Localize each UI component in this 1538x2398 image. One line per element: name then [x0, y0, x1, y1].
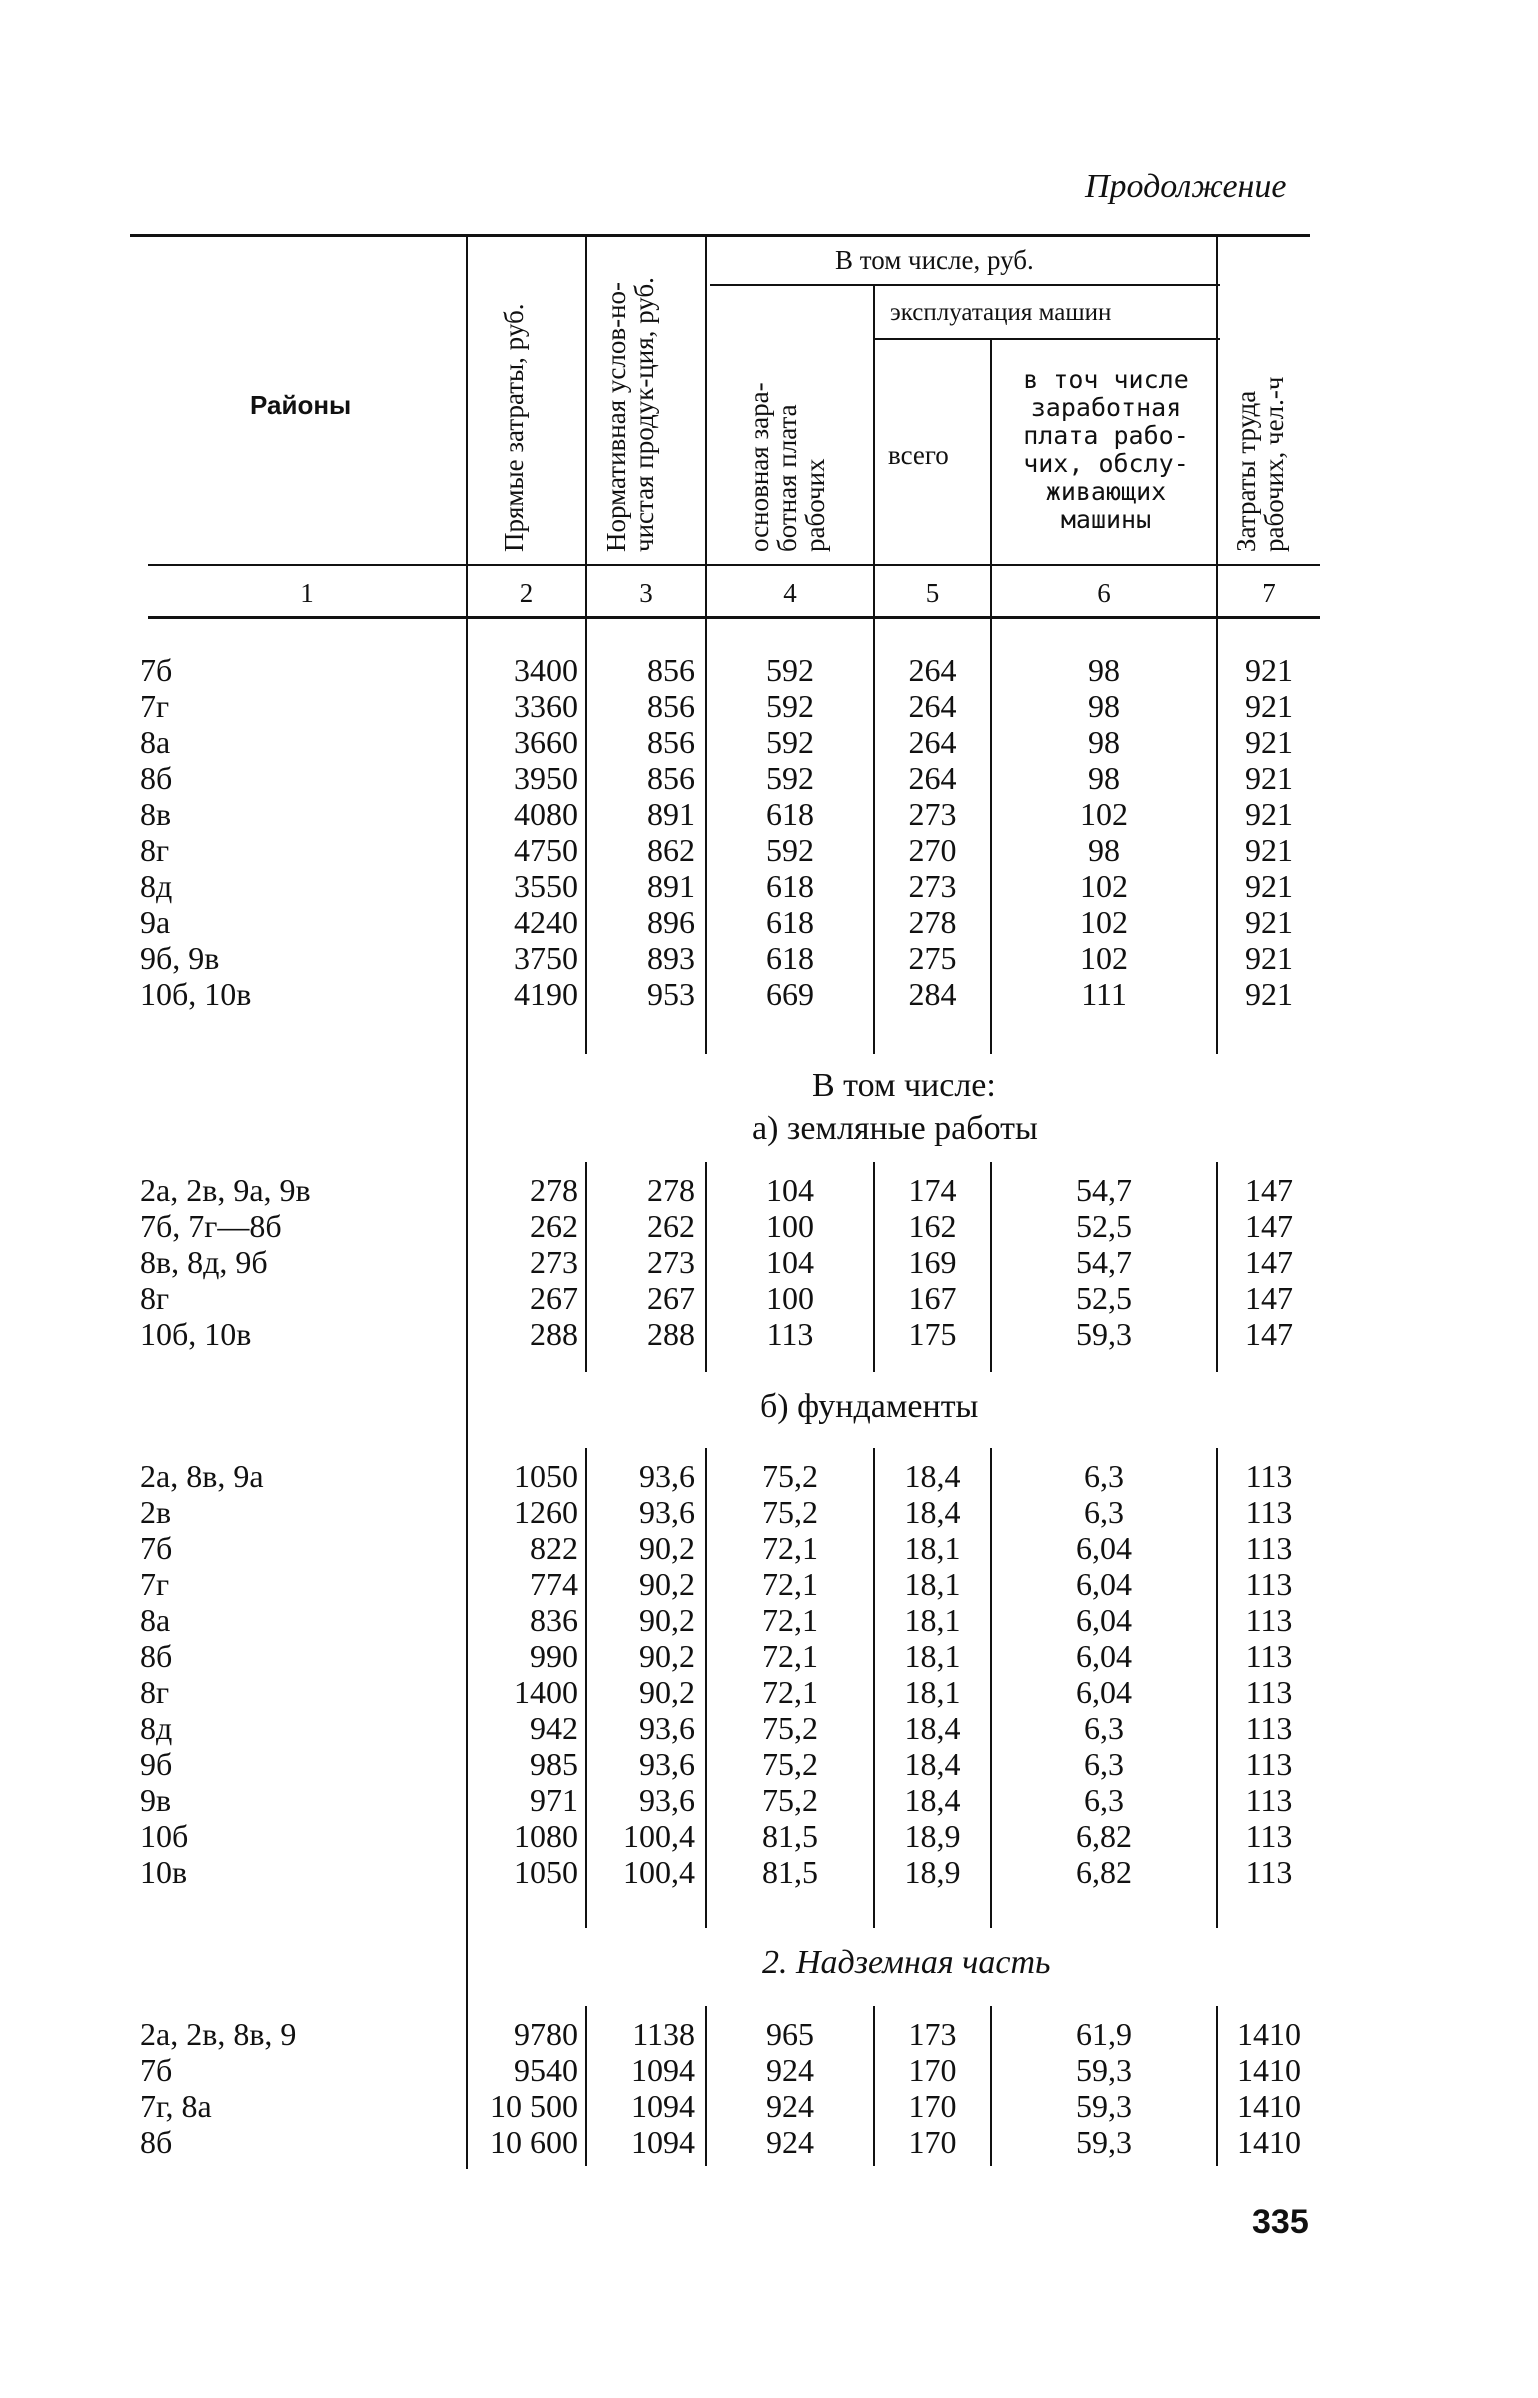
- table-row: [140, 1638, 1320, 1674]
- section-title-foundations: б) фундаменты: [760, 1388, 979, 1425]
- table-row: [140, 1782, 1320, 1818]
- group-rule: [710, 284, 1220, 286]
- value-cell-col7: 921: [1245, 940, 1293, 976]
- value-cell-col3: 1094: [631, 2124, 695, 2160]
- col-group-label: В том числе, руб.: [835, 245, 1034, 275]
- header-sep-4: [873, 286, 875, 616]
- table-row: [140, 796, 1320, 832]
- value-cell-col5: 18,4: [904, 1710, 961, 1746]
- value-cell-col5: 18,4: [904, 1494, 961, 1530]
- section-title-above-ground: 2. Надземная часть: [762, 1944, 1051, 1981]
- value-cell-col6: 111: [1081, 976, 1127, 1012]
- table-row: [140, 868, 1320, 904]
- value-cell-col4: 592: [766, 652, 814, 688]
- table-row: [140, 1172, 1320, 1208]
- header-sep-1: [466, 236, 468, 616]
- value-cell-col5: 275: [908, 940, 957, 976]
- value-cell-col6: 6,04: [1076, 1566, 1132, 1602]
- value-cell-col2: 4750: [514, 832, 578, 868]
- value-cell-col6: 6,04: [1076, 1602, 1132, 1638]
- value-cell-col3: 100,4: [623, 1854, 695, 1890]
- table-row: [140, 2052, 1320, 2088]
- value-cell-col5: 273: [908, 868, 957, 904]
- value-cell-col2: 1260: [514, 1494, 578, 1530]
- value-cell-col3: 288: [647, 1316, 695, 1352]
- value-cell-col6: 6,3: [1084, 1494, 1124, 1530]
- value-cell-col5: 270: [908, 832, 957, 868]
- value-cell-col2: 9540: [514, 2052, 578, 2088]
- value-cell-col6: 61,9: [1076, 2016, 1132, 2052]
- value-cell-col3: 896: [647, 904, 695, 940]
- district-cell: 7б: [140, 1530, 173, 1566]
- table-row: [140, 1674, 1320, 1710]
- value-cell-col4: 104: [766, 1244, 814, 1280]
- value-cell-col4: 592: [766, 724, 814, 760]
- value-cell-col2: 1080: [514, 1818, 578, 1854]
- value-cell-col7: 113: [1245, 1674, 1293, 1710]
- district-cell: 8в, 8д, 9б: [140, 1244, 268, 1280]
- value-cell-col4: 75,2: [762, 1782, 818, 1818]
- value-cell-col3: 90,2: [639, 1602, 695, 1638]
- value-cell-col7: 921: [1245, 832, 1293, 868]
- value-cell-col4: 592: [766, 832, 814, 868]
- value-cell-col4: 669: [766, 976, 814, 1012]
- value-cell-col2: 267: [530, 1280, 578, 1316]
- value-cell-col5: 169: [908, 1244, 957, 1280]
- district-cell: 8г: [140, 1280, 170, 1316]
- value-cell-col4: 75,2: [762, 1458, 818, 1494]
- district-cell: 10б, 10в: [140, 1316, 252, 1352]
- value-cell-col7: 921: [1245, 796, 1293, 832]
- value-cell-col5: 273: [908, 796, 957, 832]
- district-cell: 8б: [140, 1638, 173, 1674]
- table-row: [140, 652, 1320, 688]
- col-header-labor-costs: Затраты труда рабочих, чел.-ч: [1231, 376, 1289, 552]
- value-cell-col7: 1410: [1237, 2124, 1301, 2160]
- value-cell-col6: 6,3: [1084, 1458, 1124, 1494]
- value-cell-col4: 81,5: [762, 1818, 818, 1854]
- value-cell-col3: 90,2: [639, 1674, 695, 1710]
- table-row: [140, 2016, 1320, 2052]
- value-cell-col4: 75,2: [762, 1494, 818, 1530]
- value-cell-col6: 98: [1088, 760, 1120, 796]
- district-cell: 8г: [140, 832, 170, 868]
- value-cell-col4: 618: [766, 940, 814, 976]
- col-number-4: 4: [783, 578, 797, 608]
- section-title-including: В том числе:: [812, 1067, 996, 1104]
- value-cell-col3: 93,6: [639, 1710, 695, 1746]
- district-cell: 8б: [140, 2124, 173, 2160]
- district-cell: 10в: [140, 1854, 188, 1890]
- value-cell-col6: 52,5: [1076, 1280, 1132, 1316]
- value-cell-col6: 59,3: [1076, 2088, 1132, 2124]
- col-header-machine-wages: в точ числе заработная плата рабо-чих, обслу-живающих машины: [1023, 365, 1189, 534]
- table-row: [140, 2124, 1320, 2160]
- district-cell: 10б, 10в: [140, 976, 252, 1012]
- district-cell: 8в: [140, 796, 172, 832]
- value-cell-col5: 18,1: [904, 1602, 961, 1638]
- district-cell: 7г: [140, 1566, 170, 1602]
- value-cell-col7: 147: [1245, 1316, 1293, 1352]
- value-cell-col5: 284: [908, 976, 957, 1012]
- value-cell-col6: 102: [1080, 868, 1128, 904]
- value-cell-col7: 1410: [1237, 2052, 1301, 2088]
- value-cell-col6: 6,04: [1076, 1530, 1132, 1566]
- table-row: [140, 904, 1320, 940]
- table-row: [140, 1458, 1320, 1494]
- value-cell-col2: 288: [530, 1316, 578, 1352]
- value-cell-col4: 72,1: [762, 1566, 818, 1602]
- value-cell-col3: 93,6: [639, 1458, 695, 1494]
- value-cell-col3: 90,2: [639, 1566, 695, 1602]
- header-sep-2: [585, 236, 587, 616]
- value-cell-col4: 592: [766, 760, 814, 796]
- value-cell-col6: 98: [1088, 832, 1120, 868]
- value-cell-col7: 147: [1245, 1280, 1293, 1316]
- value-cell-col7: 147: [1245, 1172, 1293, 1208]
- value-cell-col2: 971: [530, 1782, 578, 1818]
- district-cell: 9в: [140, 1782, 172, 1818]
- value-cell-col5: 18,1: [904, 1530, 961, 1566]
- value-cell-col5: 264: [908, 688, 957, 724]
- value-cell-col4: 75,2: [762, 1746, 818, 1782]
- value-cell-col3: 856: [647, 760, 695, 796]
- value-cell-col4: 618: [766, 868, 814, 904]
- col-header-normative-production: Нормативная услов-но-чистая продук-ция, руб.: [601, 277, 659, 552]
- value-cell-col7: 1410: [1237, 2088, 1301, 2124]
- value-cell-col4: 81,5: [762, 1854, 818, 1890]
- value-cell-col7: 147: [1245, 1244, 1293, 1280]
- value-cell-col5: 170: [908, 2124, 957, 2160]
- col-header-direct-costs: Прямые затраты, руб.: [499, 303, 529, 552]
- value-cell-col6: 98: [1088, 652, 1120, 688]
- value-cell-col6: 6,3: [1084, 1710, 1124, 1746]
- value-cell-col6: 59,3: [1076, 1316, 1132, 1352]
- value-cell-col7: 921: [1245, 976, 1293, 1012]
- col-number-3: 3: [639, 578, 653, 608]
- district-cell: 7б: [140, 652, 173, 688]
- value-cell-col2: 262: [530, 1208, 578, 1244]
- table-row: [140, 1280, 1320, 1316]
- district-cell: 7б, 7г—8б: [140, 1208, 282, 1244]
- value-cell-col2: 774: [530, 1566, 578, 1602]
- value-cell-col5: 18,4: [904, 1458, 961, 1494]
- table-row: [140, 1818, 1320, 1854]
- col-header-districts: Районы: [250, 390, 352, 420]
- value-cell-col2: 273: [530, 1244, 578, 1280]
- table-row: [140, 1244, 1320, 1280]
- value-cell-col7: 1410: [1237, 2016, 1301, 2052]
- district-cell: 8а: [140, 1602, 171, 1638]
- value-cell-col3: 273: [647, 1244, 695, 1280]
- value-cell-col3: 891: [647, 868, 695, 904]
- district-cell: 8а: [140, 724, 171, 760]
- value-cell-col3: 856: [647, 688, 695, 724]
- value-cell-col5: 18,9: [904, 1818, 961, 1854]
- value-cell-col5: 175: [908, 1316, 957, 1352]
- value-cell-col2: 4190: [514, 976, 578, 1012]
- value-cell-col5: 18,4: [904, 1782, 961, 1818]
- table-row: [140, 1710, 1320, 1746]
- district-cell: 10б: [140, 1818, 189, 1854]
- value-cell-col5: 170: [908, 2052, 957, 2088]
- value-cell-col3: 278: [647, 1172, 695, 1208]
- value-cell-col7: 921: [1245, 760, 1293, 796]
- value-cell-col5: 264: [908, 652, 957, 688]
- value-cell-col2: 278: [530, 1172, 578, 1208]
- col-number-5: 5: [925, 578, 940, 608]
- table-row: [140, 832, 1320, 868]
- district-cell: 7г, 8а: [140, 2088, 212, 2124]
- header-sep-6: [1216, 236, 1218, 616]
- value-cell-col3: 953: [647, 976, 695, 1012]
- value-cell-col2: 10 500: [490, 2088, 578, 2124]
- value-cell-col4: 72,1: [762, 1602, 818, 1638]
- value-cell-col4: 965: [766, 2016, 814, 2052]
- value-cell-col6: 102: [1080, 904, 1128, 940]
- value-cell-col3: 93,6: [639, 1746, 695, 1782]
- value-cell-col7: 921: [1245, 652, 1293, 688]
- value-cell-col6: 6,82: [1076, 1818, 1132, 1854]
- header-bottom-rule: [148, 564, 1320, 566]
- value-cell-col5: 167: [908, 1280, 957, 1316]
- value-cell-col3: 93,6: [639, 1782, 695, 1818]
- value-cell-col2: 4240: [514, 904, 578, 940]
- value-cell-col6: 52,5: [1076, 1208, 1132, 1244]
- value-cell-col4: 72,1: [762, 1638, 818, 1674]
- col-header-total: всего: [888, 440, 949, 470]
- value-cell-col4: 113: [766, 1316, 814, 1352]
- value-cell-col7: 921: [1245, 904, 1293, 940]
- value-cell-col7: 113: [1245, 1746, 1293, 1782]
- district-cell: 2а, 8в, 9а: [140, 1458, 264, 1494]
- value-cell-col3: 862: [647, 832, 695, 868]
- value-cell-col7: 921: [1245, 868, 1293, 904]
- value-cell-col2: 10 600: [490, 2124, 578, 2160]
- value-cell-col2: 3400: [514, 652, 578, 688]
- value-cell-col2: 985: [530, 1746, 578, 1782]
- table-row: [140, 688, 1320, 724]
- top-rule: [130, 234, 1310, 237]
- col-number-7: 7: [1262, 578, 1276, 608]
- district-cell: 8б: [140, 760, 173, 796]
- page-number: 335: [1252, 2203, 1309, 2241]
- value-cell-col4: 618: [766, 796, 814, 832]
- header-sep-5: [990, 340, 992, 616]
- value-cell-col5: 18,1: [904, 1674, 961, 1710]
- value-cell-col6: 54,7: [1076, 1172, 1132, 1208]
- value-cell-col7: 113: [1245, 1638, 1293, 1674]
- value-cell-col7: 113: [1245, 1710, 1293, 1746]
- value-cell-col2: 942: [530, 1710, 578, 1746]
- value-cell-col5: 162: [908, 1208, 957, 1244]
- value-cell-col5: 18,4: [904, 1746, 961, 1782]
- value-cell-col7: 113: [1245, 1854, 1293, 1890]
- value-cell-col6: 98: [1088, 688, 1120, 724]
- table-row: [140, 1316, 1320, 1352]
- value-cell-col7: 113: [1245, 1818, 1293, 1854]
- value-cell-col2: 3750: [514, 940, 578, 976]
- value-cell-col3: 1138: [632, 2016, 695, 2052]
- value-cell-col3: 267: [647, 1280, 695, 1316]
- value-cell-col4: 618: [766, 904, 814, 940]
- value-cell-col2: 3550: [514, 868, 578, 904]
- continuation-label: Продолжение: [1085, 168, 1287, 205]
- value-cell-col3: 100,4: [623, 1818, 695, 1854]
- value-cell-col3: 93,6: [639, 1494, 695, 1530]
- value-cell-col5: 264: [908, 760, 957, 796]
- table-row: [140, 976, 1320, 1012]
- district-cell: 8г: [140, 1674, 170, 1710]
- district-cell: 8д: [140, 1710, 173, 1746]
- number-row-rule: [148, 616, 1320, 619]
- value-cell-col4: 924: [766, 2052, 814, 2088]
- value-cell-col2: 4080: [514, 796, 578, 832]
- value-cell-col4: 72,1: [762, 1674, 818, 1710]
- value-cell-col7: 113: [1245, 1494, 1293, 1530]
- value-cell-col7: 147: [1245, 1208, 1293, 1244]
- value-cell-col6: 6,82: [1076, 1854, 1132, 1890]
- value-cell-col7: 113: [1245, 1458, 1293, 1494]
- col-number-6: 6: [1097, 578, 1111, 608]
- district-cell: 8д: [140, 868, 173, 904]
- value-cell-col7: 113: [1245, 1566, 1293, 1602]
- value-cell-col6: 98: [1088, 724, 1120, 760]
- value-cell-col7: 113: [1245, 1530, 1293, 1566]
- value-cell-col5: 173: [908, 2016, 957, 2052]
- table-row: [140, 724, 1320, 760]
- value-cell-col3: 1094: [631, 2052, 695, 2088]
- table-row: [140, 940, 1320, 976]
- value-cell-col7: 113: [1245, 1602, 1293, 1638]
- table-row: [140, 2088, 1320, 2124]
- district-cell: 9а: [140, 904, 171, 940]
- value-cell-col5: 18,9: [904, 1854, 961, 1890]
- value-cell-col6: 6,04: [1076, 1638, 1132, 1674]
- district-cell: 9б, 9в: [140, 940, 220, 976]
- col-header-base-wages: основная зара-ботная плата рабочих: [744, 382, 830, 552]
- value-cell-col2: 1050: [514, 1458, 578, 1494]
- value-cell-col6: 6,3: [1084, 1782, 1124, 1818]
- value-cell-col4: 100: [766, 1208, 814, 1244]
- value-cell-col2: 3360: [514, 688, 578, 724]
- value-cell-col3: 856: [647, 724, 695, 760]
- col-group-machines: эксплуатация машин: [890, 299, 1112, 326]
- value-cell-col5: 18,1: [904, 1566, 961, 1602]
- value-cell-col7: 921: [1245, 724, 1293, 760]
- table-row: [140, 1854, 1320, 1890]
- value-cell-col2: 822: [530, 1530, 578, 1566]
- value-cell-col4: 592: [766, 688, 814, 724]
- col-number-2: 2: [519, 578, 534, 608]
- value-cell-col2: 3660: [514, 724, 578, 760]
- value-cell-col4: 924: [766, 2088, 814, 2124]
- value-cell-col3: 1094: [631, 2088, 695, 2124]
- value-cell-col4: 924: [766, 2124, 814, 2160]
- value-cell-col6: 6,3: [1084, 1746, 1124, 1782]
- value-cell-col6: 6,04: [1076, 1674, 1132, 1710]
- value-cell-col3: 856: [647, 652, 695, 688]
- table-row: [140, 760, 1320, 796]
- value-cell-col2: 1400: [514, 1674, 578, 1710]
- district-cell: 2в: [140, 1494, 172, 1530]
- col-number-1: 1: [300, 578, 314, 608]
- value-cell-col2: 1050: [514, 1854, 578, 1890]
- value-cell-col4: 72,1: [762, 1530, 818, 1566]
- value-cell-col6: 59,3: [1076, 2124, 1132, 2160]
- section-subtitle-earthworks: а) земляные работы: [752, 1110, 1038, 1147]
- value-cell-col6: 54,7: [1076, 1244, 1132, 1280]
- value-cell-col5: 174: [908, 1172, 957, 1208]
- table-row: [140, 1530, 1320, 1566]
- value-cell-col3: 90,2: [639, 1638, 695, 1674]
- value-cell-col6: 102: [1080, 796, 1128, 832]
- district-cell: 2а, 2в, 8в, 9: [140, 2016, 297, 2052]
- value-cell-col6: 102: [1080, 940, 1128, 976]
- value-cell-col3: 893: [647, 940, 695, 976]
- value-cell-col5: 278: [908, 904, 957, 940]
- value-cell-col7: 113: [1245, 1782, 1293, 1818]
- value-cell-col4: 75,2: [762, 1710, 818, 1746]
- value-cell-col2: 9780: [514, 2016, 578, 2052]
- value-cell-col2: 3950: [514, 760, 578, 796]
- value-cell-col6: 59,3: [1076, 2052, 1132, 2088]
- value-cell-col5: 170: [908, 2088, 957, 2124]
- value-cell-col3: 262: [647, 1208, 695, 1244]
- machines-rule: [875, 338, 1220, 340]
- table-row: [140, 1602, 1320, 1638]
- header-sep-3: [705, 236, 707, 616]
- district-cell: 7г: [140, 688, 170, 724]
- value-cell-col3: 891: [647, 796, 695, 832]
- table-row: [140, 1746, 1320, 1782]
- district-cell: 7б: [140, 2052, 173, 2088]
- value-cell-col4: 100: [766, 1280, 814, 1316]
- value-cell-col4: 104: [766, 1172, 814, 1208]
- value-cell-col7: 921: [1245, 688, 1293, 724]
- table-row: [140, 1494, 1320, 1530]
- value-cell-col2: 990: [530, 1638, 578, 1674]
- table-row: [140, 1208, 1320, 1244]
- district-cell: 2а, 2в, 9а, 9в: [140, 1172, 311, 1208]
- value-cell-col3: 90,2: [639, 1530, 695, 1566]
- value-cell-col5: 18,1: [904, 1638, 961, 1674]
- value-cell-col2: 836: [530, 1602, 578, 1638]
- district-cell: 9б: [140, 1746, 173, 1782]
- table-row: [140, 1566, 1320, 1602]
- value-cell-col5: 264: [908, 724, 957, 760]
